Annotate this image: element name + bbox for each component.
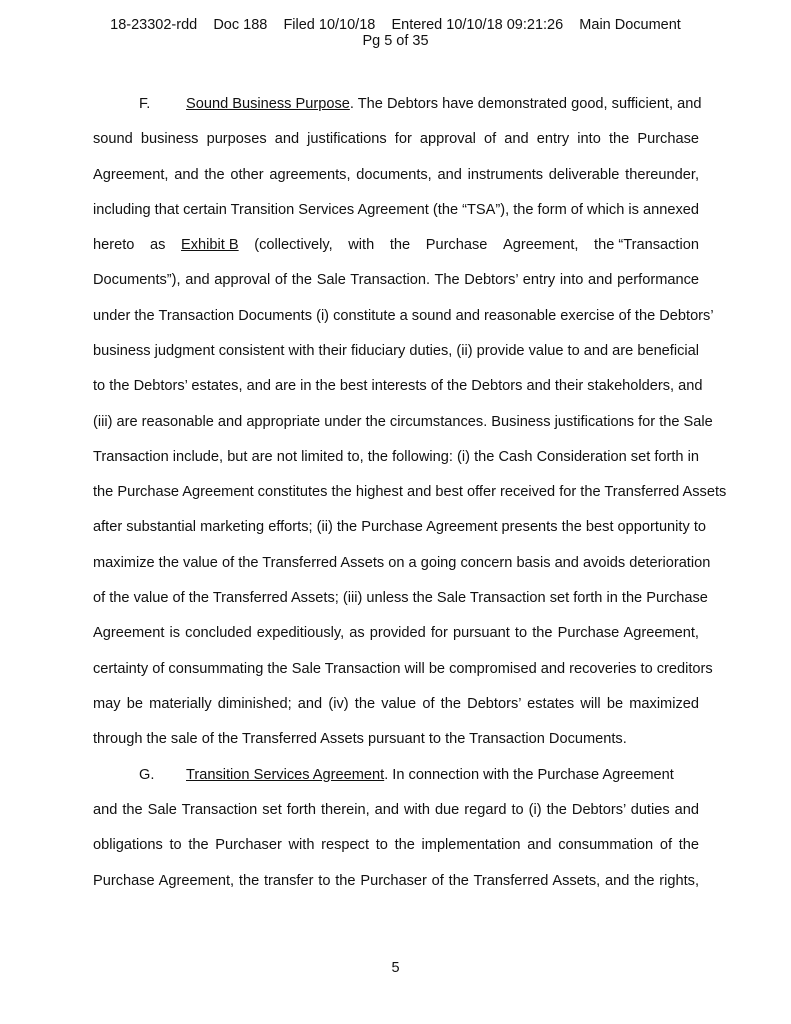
paragraph-f-line: sound business purposes and justifications for approval of and entry into the Purchase — [93, 131, 699, 147]
paragraph-g-label: G. — [139, 767, 155, 783]
paragraph-g-line: Purchase Agreement, the transfer to the Purchaser of the Transferred Assets, and the rights, — [93, 873, 699, 889]
paragraph-f-line: may be materially diminished; and (iv) the value of the Debtors’ estates will be maximized — [93, 696, 699, 712]
paragraph-f-line: Agreement is concluded expeditiously, as provided for pursuant to the Purchase Agreement, — [93, 625, 699, 641]
exhibit-reference: Exhibit B — [181, 237, 239, 253]
paragraph-f-line — [93, 93, 702, 115]
case-header — [0, 17, 791, 49]
paragraph-f-line: under the Transaction Documents (i) constitute a sound and reasonable exercise of the Debtors’ — [93, 308, 714, 324]
paragraph-f-line: after substantial marketing efforts; (ii) the Purchase Agreement presents the best opportunity to — [93, 519, 706, 535]
paragraph-f-line: business judgment consistent with their fiduciary duties, (ii) provide value to and are beneficial — [93, 343, 699, 359]
text: as — [150, 237, 166, 253]
page-count: Pg 5 of 35 — [362, 33, 429, 49]
text: hereto — [93, 237, 135, 253]
paragraph-g-text: . In connection with the Purchase Agreement — [384, 767, 674, 783]
paragraph-f-heading: Sound Business Purpose — [186, 96, 350, 112]
text: (collectively, — [254, 237, 333, 253]
paragraph-f-line: Agreement, and the other agreements, documents, and instruments deliverable thereunder, — [93, 167, 699, 183]
paragraph-f-line: (iii) are reasonable and appropriate under the circumstances. Business justifications for the Sale — [93, 414, 713, 430]
paragraph-f-line: certainty of consummating the Sale Transaction will be compromised and recoveries to creditors — [93, 661, 713, 677]
paragraph-f-line: including that certain Transition Services Agreement (the “TSA”), the form of which is annexed — [93, 202, 699, 218]
text: Purchase — [425, 237, 488, 253]
paragraph-f-line: through the sale of the Transferred Assets pursuant to the Transaction Documents. — [93, 731, 627, 747]
page-number: 5 — [391, 960, 400, 976]
paragraph-f-line: Documents”), and approval of the Sale Transaction. The Debtors’ entry into and performance — [93, 272, 699, 288]
paragraph-g-line: obligations to the Purchaser with respect to the implementation and consummation of the — [93, 837, 699, 853]
paragraph-g-heading: Transition Services Agreement — [186, 767, 385, 783]
text: the “Transaction — [594, 237, 699, 253]
paragraph-f-label: F. — [139, 96, 151, 112]
paragraph-f-line: to the Debtors’ estates, and are in the best interests of the Debtors and their stakeholders, and — [93, 378, 703, 394]
text: Agreement, — [502, 237, 579, 253]
paragraph-g-line — [93, 764, 699, 786]
text: the — [389, 237, 411, 253]
paragraph-f-line: the Purchase Agreement constitutes the highest and best offer received for the Transferred Assets — [93, 484, 727, 500]
paragraph-f-line: Transaction include, but are not limited to, the following: (i) the Cash Consideration set forth in — [93, 449, 699, 465]
case-header-line: 18-23302-rdd Doc 188 Filed 10/10/18 Entered 10/10/18 09:21:26 Main Document — [110, 17, 681, 33]
paragraph-f-line: maximize the value of the Transferred Assets on a going concern basis and avoids deterioration — [93, 555, 711, 571]
text: with — [348, 237, 375, 253]
paragraph-f-line — [93, 234, 699, 256]
paragraph-f-text: . The Debtors have demonstrated good, sufficient, and — [349, 96, 702, 112]
paragraph-f-line: of the value of the Transferred Assets; (iii) unless the Sale Transaction set forth in the Purchase — [93, 590, 708, 606]
paragraph-g-line: and the Sale Transaction set forth therein, and with due regard to (i) the Debtors’ duties and — [93, 802, 699, 818]
